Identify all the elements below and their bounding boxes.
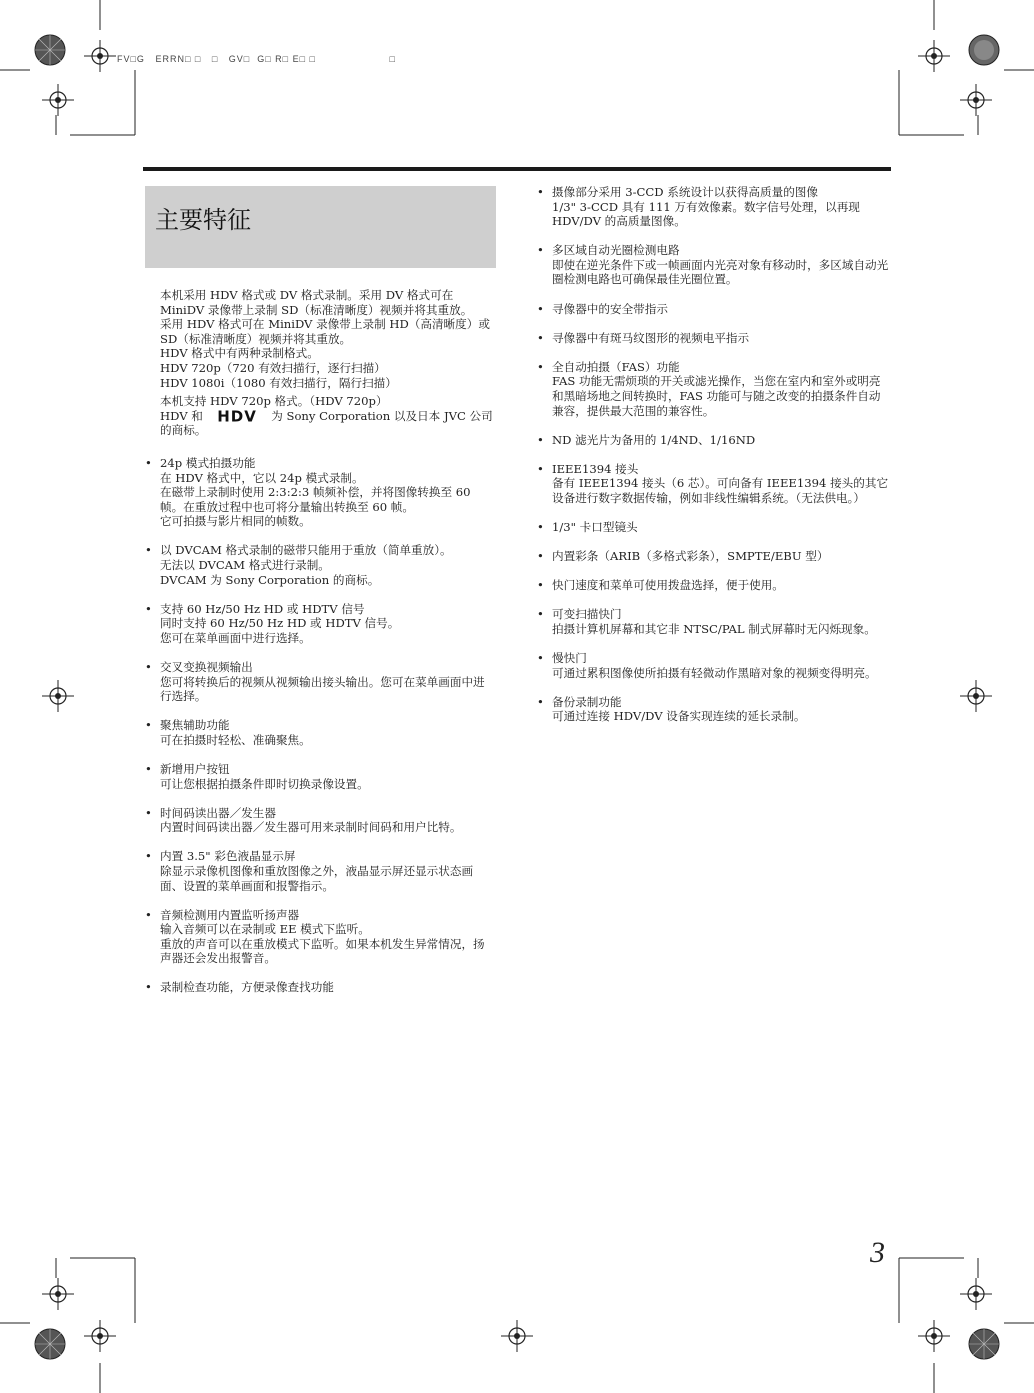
- feature-description: 内置时间码读出器／发生器可用来录制时间码和用户比特。: [160, 820, 462, 835]
- crosshair-mark-right-middle: [960, 680, 992, 712]
- page-number: 3: [870, 1236, 885, 1269]
- crosshair-mark-left-middle: [42, 680, 74, 712]
- feature-title: • 聚焦辅助功能: [160, 718, 230, 733]
- crop-lines-bottom-left: [0, 1253, 140, 1393]
- feature-list-left: [145, 456, 496, 995]
- feature-title: • IEEE1394 接头: [552, 461, 639, 476]
- feature-description: FAS 功能无需烦琐的开关或滤光操作，当您在室内和室外或明亮和黑暗场地之间转换时，FAS 功能可与随之改变的拍摄条件自动兼容，提供最大范围的兼容性。: [552, 374, 881, 418]
- feature-title: • ND 滤光片为备用的 1/4ND、1/16ND: [552, 432, 756, 447]
- feature-item: [537, 651, 889, 680]
- feature-item: [537, 360, 889, 418]
- feature-item: [145, 543, 496, 587]
- feature-title: • 音频检测用内置监听扬声器: [160, 907, 300, 922]
- feature-description: 无法以 DVCAM 格式进行录制。: [160, 558, 330, 572]
- feature-title: • 可变扫描快门: [552, 607, 622, 622]
- feature-description: 同时支持 60 Hz/50 Hz HD 或 HDTV 信号。: [160, 616, 400, 631]
- feature-item: [537, 185, 889, 229]
- feature-description: 可通过累积图像使所拍摄有轻微动作黑暗对象的视频变得明亮。: [552, 665, 877, 680]
- feature-description: 备有 IEEE1394 接头（6 芯）。可向备有 IEEE1394 接头的其它设备进行数字数据传输，例如非线性编辑系统。（无法供电。）: [552, 476, 889, 505]
- feature-item: [537, 549, 889, 564]
- registration-mark-bottom-left-outer: [30, 1324, 70, 1364]
- feature-item: [537, 607, 889, 636]
- feature-description: 您可将转换后的视频从视频输出接头输出。您可在菜单画面中进行选择。: [160, 674, 485, 704]
- feature-item: [145, 456, 496, 529]
- intro-line: 本机支持 HDV 720p 格式。（HDV 720p）: [160, 394, 388, 409]
- intro-paragraph: [160, 288, 496, 390]
- right-column: [537, 185, 889, 738]
- feature-item: [537, 302, 889, 317]
- feature-item: [145, 908, 496, 966]
- feature-description: 1/3" 3-CCD 具有 111 万有效像素。数字信号处理，以再现 HDV/DV 的高质量图像。: [552, 199, 860, 229]
- feature-item: [145, 806, 496, 835]
- feature-title: • 24p 模式拍摄功能: [160, 455, 256, 470]
- crop-lines-top-right: [894, 0, 1034, 140]
- feature-item: [145, 849, 496, 893]
- crosshair-mark: [42, 1278, 74, 1310]
- intro-text: [145, 288, 496, 438]
- feature-description: 重放的声音可以在重放模式下监听。如果本机发生异常情况，扬声器还会发出报警音。: [160, 936, 485, 966]
- feature-description: 它可拍摄与影片相同的帧数。: [160, 514, 311, 529]
- feature-description: 可让您根据拍摄条件即时切换录像设置。: [160, 776, 369, 791]
- feature-title: • 新增用户按钮: [160, 761, 230, 776]
- hdv-logo-text: HDV: [216, 408, 257, 423]
- intro-line: 本机采用 HDV 格式或 DV 格式录制。采用 DV 格式可在 MiniDV 录像带上录制 SD（标准清晰度）视频并将其重放。: [160, 288, 473, 317]
- feature-description: 即使在逆光条件下或一帧画面内光亮对象有移动时，多区域自动光圈检测电路也可确保最佳光圈位置。: [552, 257, 889, 287]
- trademark-paragraph: [160, 394, 496, 438]
- feature-item: [145, 660, 496, 704]
- intro-line: HDV 1080i（1080 有效扫描行，隔行扫描）: [160, 375, 397, 390]
- feature-item: [145, 762, 496, 791]
- intro-line: 采用 HDV 格式可在 MiniDV 录像带上录制 HD（高清晰度）或 SD（标准清晰度）视频并将其重放。: [160, 317, 490, 346]
- crop-lines-top-left: [0, 0, 140, 140]
- feature-item: [537, 695, 889, 724]
- feature-title: • 快门速度和菜单可使用拨盘选择，便于使用。: [552, 578, 784, 593]
- feature-title: • 寻像器中有斑马纹图形的视频电平指示: [552, 330, 750, 345]
- feature-description: 在 HDV 格式中，它以 24p 模式录制。: [160, 470, 364, 485]
- intro-line: HDV 格式中有两种录制格式。: [160, 346, 319, 361]
- top-rule: [143, 167, 891, 171]
- feature-title: • 全自动拍摄（FAS）功能: [552, 359, 680, 374]
- feature-description: 您可在菜单画面中进行选择。: [160, 630, 311, 645]
- print-file-code: FV□G ERRN□ □ □ GV□ G□ R□ E□ □ □: [117, 54, 396, 64]
- feature-title: • 多区域自动光圈检测电路: [552, 243, 680, 258]
- feature-title: • 录制检查功能，方便录像查找功能: [160, 980, 334, 995]
- feature-title: • 备份录制功能: [552, 694, 622, 709]
- feature-title: • 1/3" 卡口型镜头: [552, 520, 638, 534]
- section-title-box: [145, 186, 496, 268]
- feature-description: DVCAM 为 Sony Corporation 的商标。: [160, 572, 380, 587]
- hdv-logo-icon: [210, 409, 265, 423]
- feature-title: • 寻像器中的安全带指示: [552, 301, 668, 316]
- feature-title: • 支持 60 Hz/50 Hz HD 或 HDTV 信号: [160, 601, 365, 616]
- feature-item: [537, 520, 889, 535]
- feature-title: • 摄像部分采用 3-CCD 系统设计以获得高质量的图像: [552, 185, 818, 199]
- crosshair-mark: [84, 1320, 116, 1352]
- trademark-pre: HDV 和: [160, 408, 203, 423]
- intro-line: HDV 720p（720 有效扫描行，逐行扫描）: [160, 360, 386, 375]
- feature-item: [537, 331, 889, 346]
- feature-item: [145, 602, 496, 646]
- left-column: [145, 288, 496, 1010]
- feature-item: [537, 462, 889, 506]
- feature-item: [537, 243, 889, 287]
- feature-list-right: [537, 185, 889, 724]
- crop-lines-bottom-right: [894, 1253, 1034, 1393]
- crosshair-mark: [960, 1278, 992, 1310]
- feature-title: • 时间码读出器／发生器: [160, 805, 276, 820]
- feature-title: • 内置 3.5" 彩色液晶显示屏: [160, 849, 296, 864]
- feature-description: 可通过连接 HDV/DV 设备实现连续的延长录制。: [552, 709, 806, 724]
- feature-title: • 内置彩条（ARIB（多格式彩条），SMPTE/EBU 型）: [552, 549, 829, 564]
- section-title: 主要特征: [155, 206, 251, 234]
- feature-item: [145, 980, 496, 995]
- feature-title: • 以 DVCAM 格式录制的磁带只能用于重放（简单重放）。: [160, 543, 452, 558]
- feature-description: 可在拍摄时轻松、准确聚焦。: [160, 732, 311, 747]
- feature-title: • 交叉变换视频输出: [160, 659, 253, 674]
- feature-item: [537, 433, 889, 448]
- crosshair-mark-bottom-center: [501, 1320, 533, 1352]
- registration-mark-bottom-right-outer: [964, 1324, 1004, 1364]
- crosshair-mark: [918, 1320, 950, 1352]
- feature-description: 除显示录像机图像和重放图像之外，液晶显示屏还显示状态画面、设置的菜单画面和报警指示。: [160, 863, 474, 893]
- feature-description: 输入音频可以在录制或 EE 模式下监听。: [160, 922, 370, 937]
- feature-description: 拍摄计算机屏幕和其它非 NTSC/PAL 制式屏幕时无闪烁现象。: [552, 621, 876, 636]
- feature-title: • 慢快门: [552, 650, 587, 665]
- feature-item: [145, 718, 496, 747]
- feature-description: 在磁带上录制时使用 2:3:2:3 帧频补偿，并将图像转换至 60 帧。在重放过程中也可将分量输出转换至 60 帧。: [160, 485, 471, 514]
- trademark-post: 为 Sony Corporation 以及日本 JVC 公司的商标。: [160, 408, 493, 438]
- feature-item: [537, 578, 889, 593]
